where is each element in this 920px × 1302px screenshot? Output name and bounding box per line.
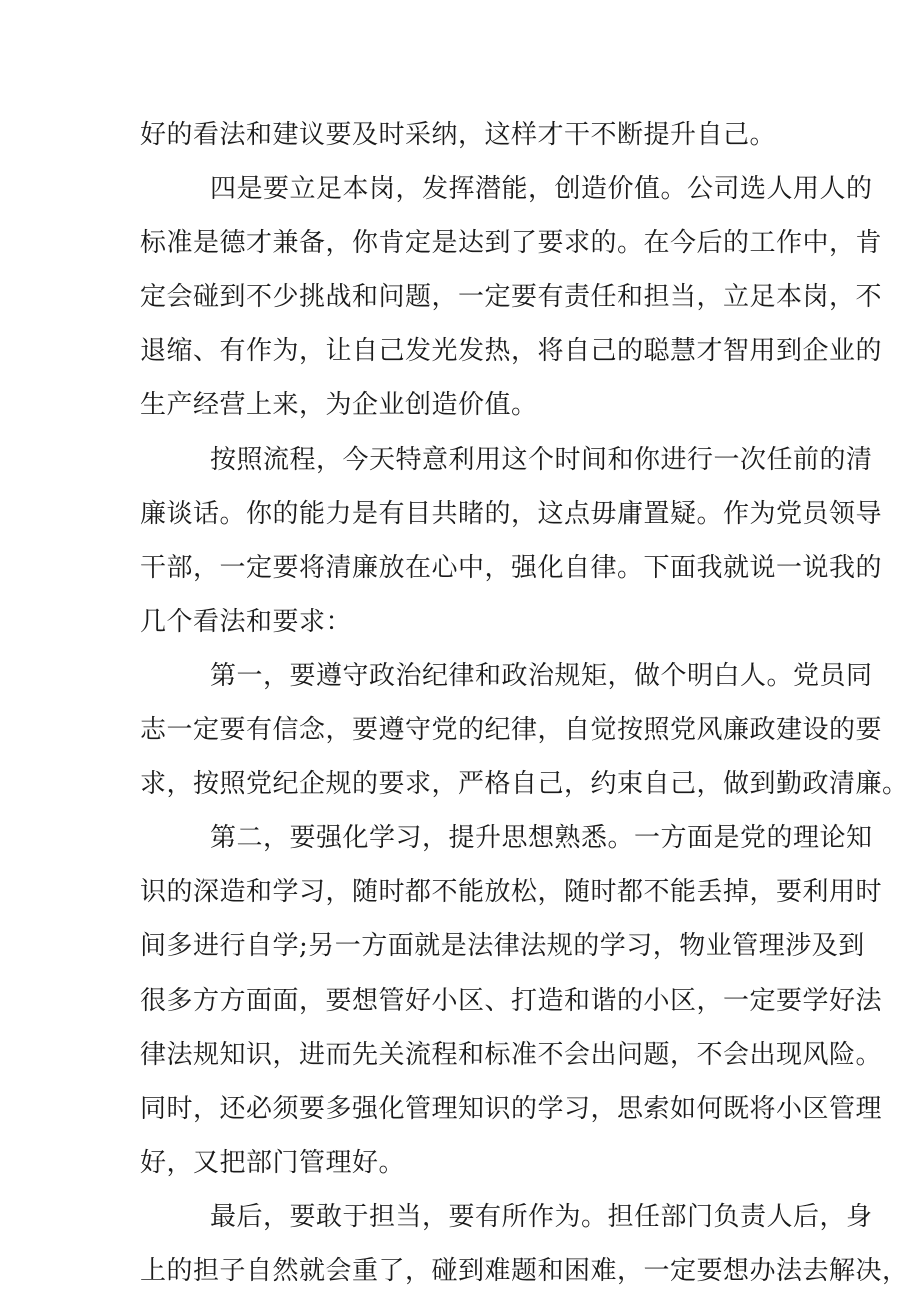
text-line: 识的深造和学习，随时都不能放松，随时都不能丢掉，要利用时 [140, 877, 883, 908]
text-line: 干部，一定要将清廉放在心中，强化自律。下面我就说一说我的 [140, 552, 883, 583]
text-line: 很多方方面面，要想管好小区、打造和谐的小区，一定要学好法 [140, 985, 883, 1016]
text-line: 定会碰到不少挑战和问题，一定要有责任和担当，立足本岗，不 [140, 282, 883, 313]
text-line: 退缩、有作为，让自己发光发热，将自己的聪慧才智用到企业的 [140, 336, 883, 367]
text-line: 上的担子自然就会重了，碰到难题和困难，一定要想办法去解决， [140, 1255, 909, 1286]
paragraph-start-line: 第一，要遵守政治纪律和政治规矩，做个明白人。党员同 [210, 660, 873, 691]
document-body [140, 108, 909, 1298]
text-line: 好的看法和建议要及时采纳，这样才干不断提升自己。 [140, 120, 777, 150]
paragraph-start-line: 最后，要敢于担当，要有所作为。担任部门负责人后，身 [210, 1201, 873, 1232]
text-line: 几个看法和要求： [140, 606, 353, 637]
text-line: 廉谈话。你的能力是有目共睹的，这点毋庸置疑。作为党员领导 [140, 498, 883, 529]
text-line: 律法规知识，进而先关流程和标准不会出问题，不会出现风险。 [140, 1039, 883, 1070]
text-line: 好，又把部门管理好。 [140, 1147, 406, 1178]
paragraph-start-line: 四是要立足本岗，发挥潜能，创造价值。公司选人用人的 [210, 174, 873, 205]
text-line: 志一定要有信念，要遵守党的纪律，自觉按照党风廉政建设的要 [140, 715, 883, 746]
paragraph-start-line: 第二，要强化学习，提升思想熟悉。一方面是党的理论知 [210, 823, 873, 854]
text-line: 求，按照党纪企规的要求，严格自己，约束自己，做到勤政清廉。 [140, 769, 909, 800]
text-line: 间多进行自学;另一方面就是法律法规的学习，物业管理涉及到 [140, 931, 865, 962]
text-line: 标准是德才兼备，你肯定是达到了要求的。在今后的工作中，肯 [140, 228, 883, 259]
text-line: 同时，还必须要多强化管理知识的学习，思索如何既将小区管理 [140, 1093, 883, 1124]
paragraph-start-line: 按照流程，今天特意利用这个时间和你进行一次任前的清 [210, 444, 873, 475]
text-line: 生产经营上来，为企业创造价值。 [140, 390, 538, 421]
